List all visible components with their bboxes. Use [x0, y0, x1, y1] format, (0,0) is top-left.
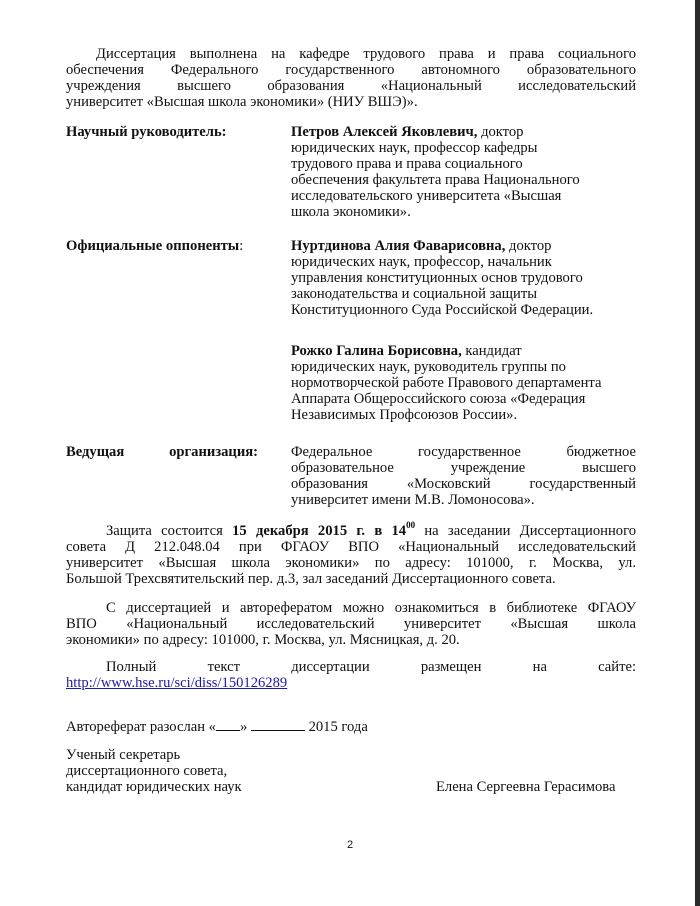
- library-line: С диссертацией и авторефератом можно ознакомиться в библиотеке ФГАОУ: [106, 600, 636, 616]
- dissertation-link[interactable]: http://www.hse.ru/sci/diss/150126289: [66, 675, 288, 691]
- defense-pre: Защита состоится: [106, 523, 233, 539]
- leading-org-label-word: Ведущая: [66, 444, 125, 460]
- opponent-2-line: юридических наук, руководитель группы по: [291, 359, 566, 375]
- opponent-2-degree: кандидат: [465, 343, 522, 359]
- leading-org-info: [291, 444, 636, 508]
- supervisor-line: обеспечения факультета права Национального: [291, 172, 580, 188]
- intro-line: Диссертация выполнена на кафедре трудового права и права социального: [96, 46, 636, 62]
- intro-paragraph: [66, 46, 636, 110]
- opponent-2-line: нормотворческой работе Правового департамента: [291, 375, 602, 391]
- defense-line: совета Д 212.048.04 при ФГАОУ ВПО «Национальный исследовательский: [66, 539, 636, 555]
- defense-line: университет «Высшая школа экономики» по адресу: 101000, г. Москва, ул.: [66, 555, 636, 571]
- sent-post: 2015 года: [308, 719, 368, 735]
- secretary-line: Ученый секретарь: [66, 747, 181, 763]
- supervisor-line: школа экономики».: [291, 204, 411, 220]
- intro-line: университет «Высшая школа экономики» (НИУ ВШЭ)».: [66, 94, 418, 110]
- opponent-2-line: Аппарата Общероссийского союза «Федерация: [291, 391, 586, 407]
- sent-pre: Автореферат разослан «: [66, 719, 216, 735]
- leading-org-label: [66, 444, 258, 460]
- supervisor-label: Научный руководитель:: [66, 124, 227, 140]
- supervisor-line: исследовательского университета «Высшая: [291, 188, 562, 204]
- library-paragraph: [66, 600, 636, 648]
- leading-org-line: Федеральное государственное бюджетное: [291, 444, 636, 460]
- page-number: 2: [346, 839, 354, 851]
- opponents-label-text: Официальные оппоненты: [66, 238, 240, 254]
- intro-line: учреждения высшего образования «Национальный исследовательский: [66, 78, 636, 94]
- month-blank: [251, 718, 305, 731]
- leading-org-line: образовательное учреждение высшего: [291, 460, 636, 476]
- leading-org-line: университет имени М.В. Ломоносова».: [291, 492, 535, 508]
- opponent-1-name: Нуртдинова Алия Фаварисовна,: [291, 238, 506, 254]
- defense-post: на заседании Диссертационного: [415, 523, 637, 539]
- secretary-line: кандидат юридических наук: [66, 779, 242, 795]
- leading-org-label-word: организация:: [169, 444, 258, 460]
- opponent-2-line: Независимых Профсоюзов России».: [291, 407, 518, 423]
- library-line: экономики» по адресу: 101000, г. Москва, ул. Мясницкая, д. 20.: [66, 632, 460, 648]
- opponent-1-line: юридических наук, профессор, начальник: [291, 254, 552, 270]
- intro-line: обеспечения Федерального государственного автономного образовательного: [66, 62, 636, 78]
- defense-paragraph: [66, 520, 637, 587]
- library-line: ВПО «Национальный исследовательский университет «Высшая школа: [66, 616, 636, 632]
- secretary-line: диссертационного совета,: [66, 763, 228, 779]
- leading-org-line: образования «Московский государственный: [291, 476, 636, 492]
- opponent-1-line: законодательства и социальной защиты: [291, 286, 538, 302]
- day-blank: [216, 718, 240, 731]
- opponents-label-colon: :: [239, 238, 244, 254]
- supervisor-line: юридических наук, профессор кафедры: [291, 140, 538, 156]
- defense-line: Большой Трехсвятительский пер. д.3, зал заседаний Диссертационного совета.: [66, 571, 556, 587]
- supervisor-info: [291, 124, 636, 220]
- opponent-1-info: [291, 238, 636, 318]
- fulltext-paragraph: [66, 659, 636, 691]
- opponent-2-info: [291, 343, 636, 423]
- supervisor-degree: доктор: [481, 124, 524, 140]
- page-edge-border: [695, 0, 700, 906]
- defense-date-text: 15 декабря 2015 г. в 14: [232, 523, 407, 539]
- opponent-1-line: Конституционного Суда Российской Федерации.: [291, 302, 594, 318]
- opponent-2-name: Рожко Галина Борисовна,: [291, 343, 462, 359]
- fulltext-line: Полный текст диссертации размещен на сайте:: [106, 659, 636, 675]
- supervisor-line: трудового права и права социального: [291, 156, 523, 172]
- sent-mid: »: [239, 719, 248, 735]
- opponent-1-line: управления конституционных основ трудового: [291, 270, 583, 286]
- secretary-title: [66, 747, 242, 795]
- supervisor-name: Петров Алексей Яковлевич,: [291, 124, 478, 140]
- defense-date: [232, 520, 416, 539]
- opponent-1-degree: доктор: [509, 238, 552, 254]
- defense-minutes: 00: [406, 520, 416, 531]
- secretary-name: Елена Сергеевна Герасимова: [436, 779, 616, 795]
- opponents-label: [66, 238, 243, 254]
- sent-line: [66, 718, 368, 735]
